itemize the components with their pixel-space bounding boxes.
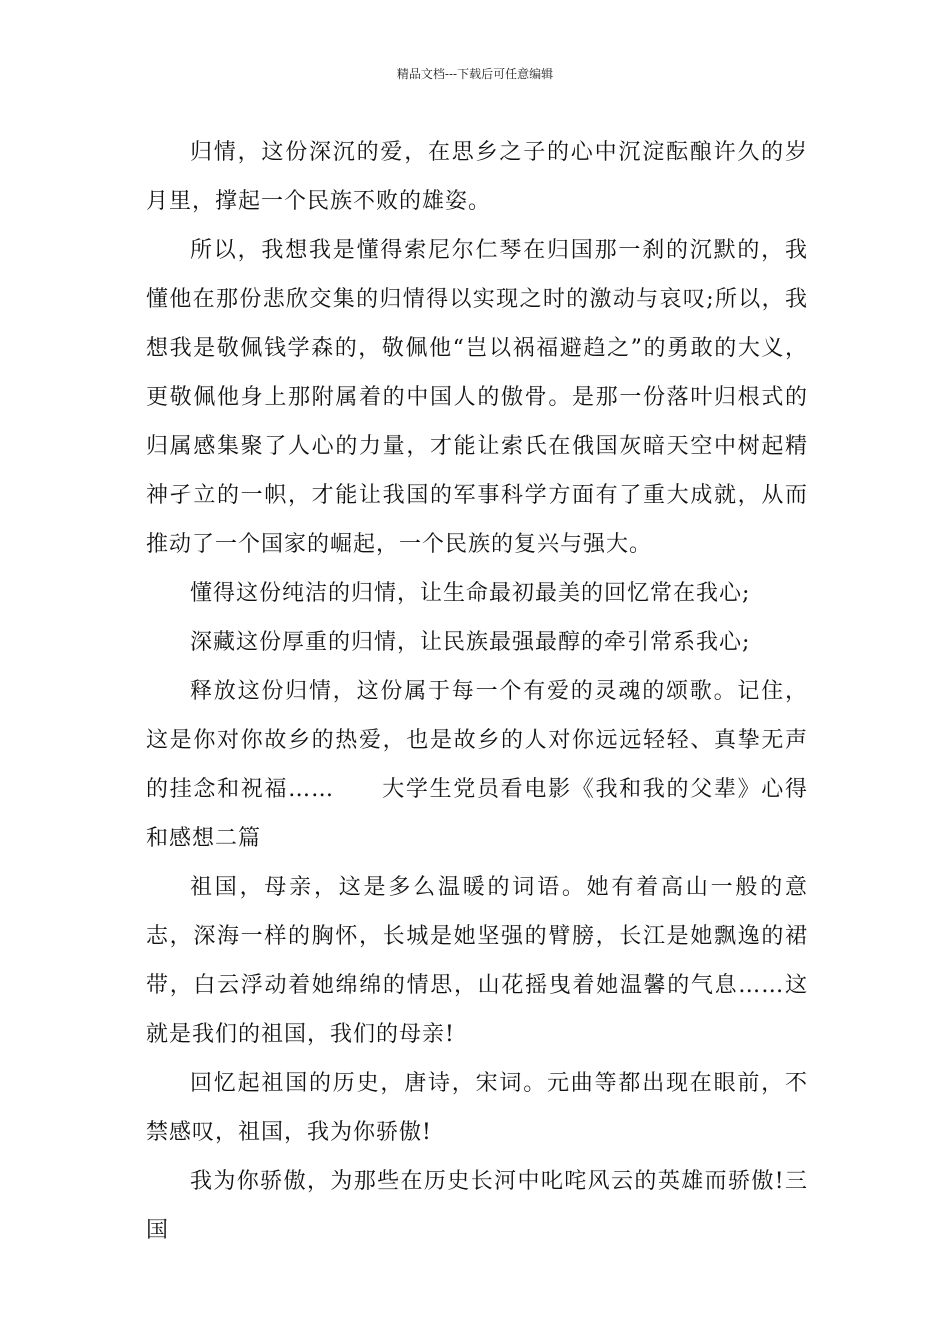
paragraph-8: 我为你骄傲，为那些在历史长河中叱咤风云的英雄而骄傲!三国	[146, 1169, 808, 1243]
page-header: 精品文档---下载后可任意编辑	[396, 67, 554, 81]
paragraph-5: 释放这份归情，这份属于每一个有爱的灵魂的颂歌。记住，这是你对你故乡的热爱，也是故乡的人对你远远轻轻、真挚无声的挂念和祝福…… 大学生党员看电影《我和我的父辈》心得和感想二篇	[146, 679, 808, 851]
paragraph-6: 祖国，母亲，这是多么温暖的词语。她有着高山一般的意志，深海一样的胸怀，长城是她坚强的臂膀，长江是她飘逸的裙带，白云浮动着她绵绵的情思，山花摇曳着她温馨的气息……这就是我们的祖国，我们的母亲!	[146, 875, 808, 1047]
document-body	[146, 128, 808, 1255]
paragraph-4: 深藏这份厚重的归情，让民族最强最醇的牵引常系我心;	[190, 630, 751, 655]
paragraph-3: 懂得这份纯洁的归情，让生命最初最美的回忆常在我心;	[190, 581, 751, 606]
paragraph-7: 回忆起祖国的历史，唐诗，宋词。元曲等都出现在眼前，不禁感叹，祖国，我为你骄傲!	[146, 1071, 808, 1145]
paragraph-1: 归情，这份深沉的爱，在思乡之子的心中沉淀酝酿许久的岁月里，撑起一个民族不败的雄姿。	[146, 140, 808, 214]
paragraph-2: 所以，我想我是懂得索尼尔仁琴在归国那一刹的沉默的，我懂他在那份悲欣交集的归情得以实现之时的激动与哀叹;所以，我想我是敬佩钱学森的，敬佩他“岂以祸福避趋之”的勇敢的大义，更敬佩他身上那附属着的中国人的傲骨。是那一份落叶归根式的归属感集聚了人心的力量，才能让索氏在俄国灰暗天空中树起精神孑立的一帜，才能让我国的军事科学方面有了重大成就，从而推动了一个国家的崛起，一个民族的复兴与强大。	[146, 238, 808, 557]
